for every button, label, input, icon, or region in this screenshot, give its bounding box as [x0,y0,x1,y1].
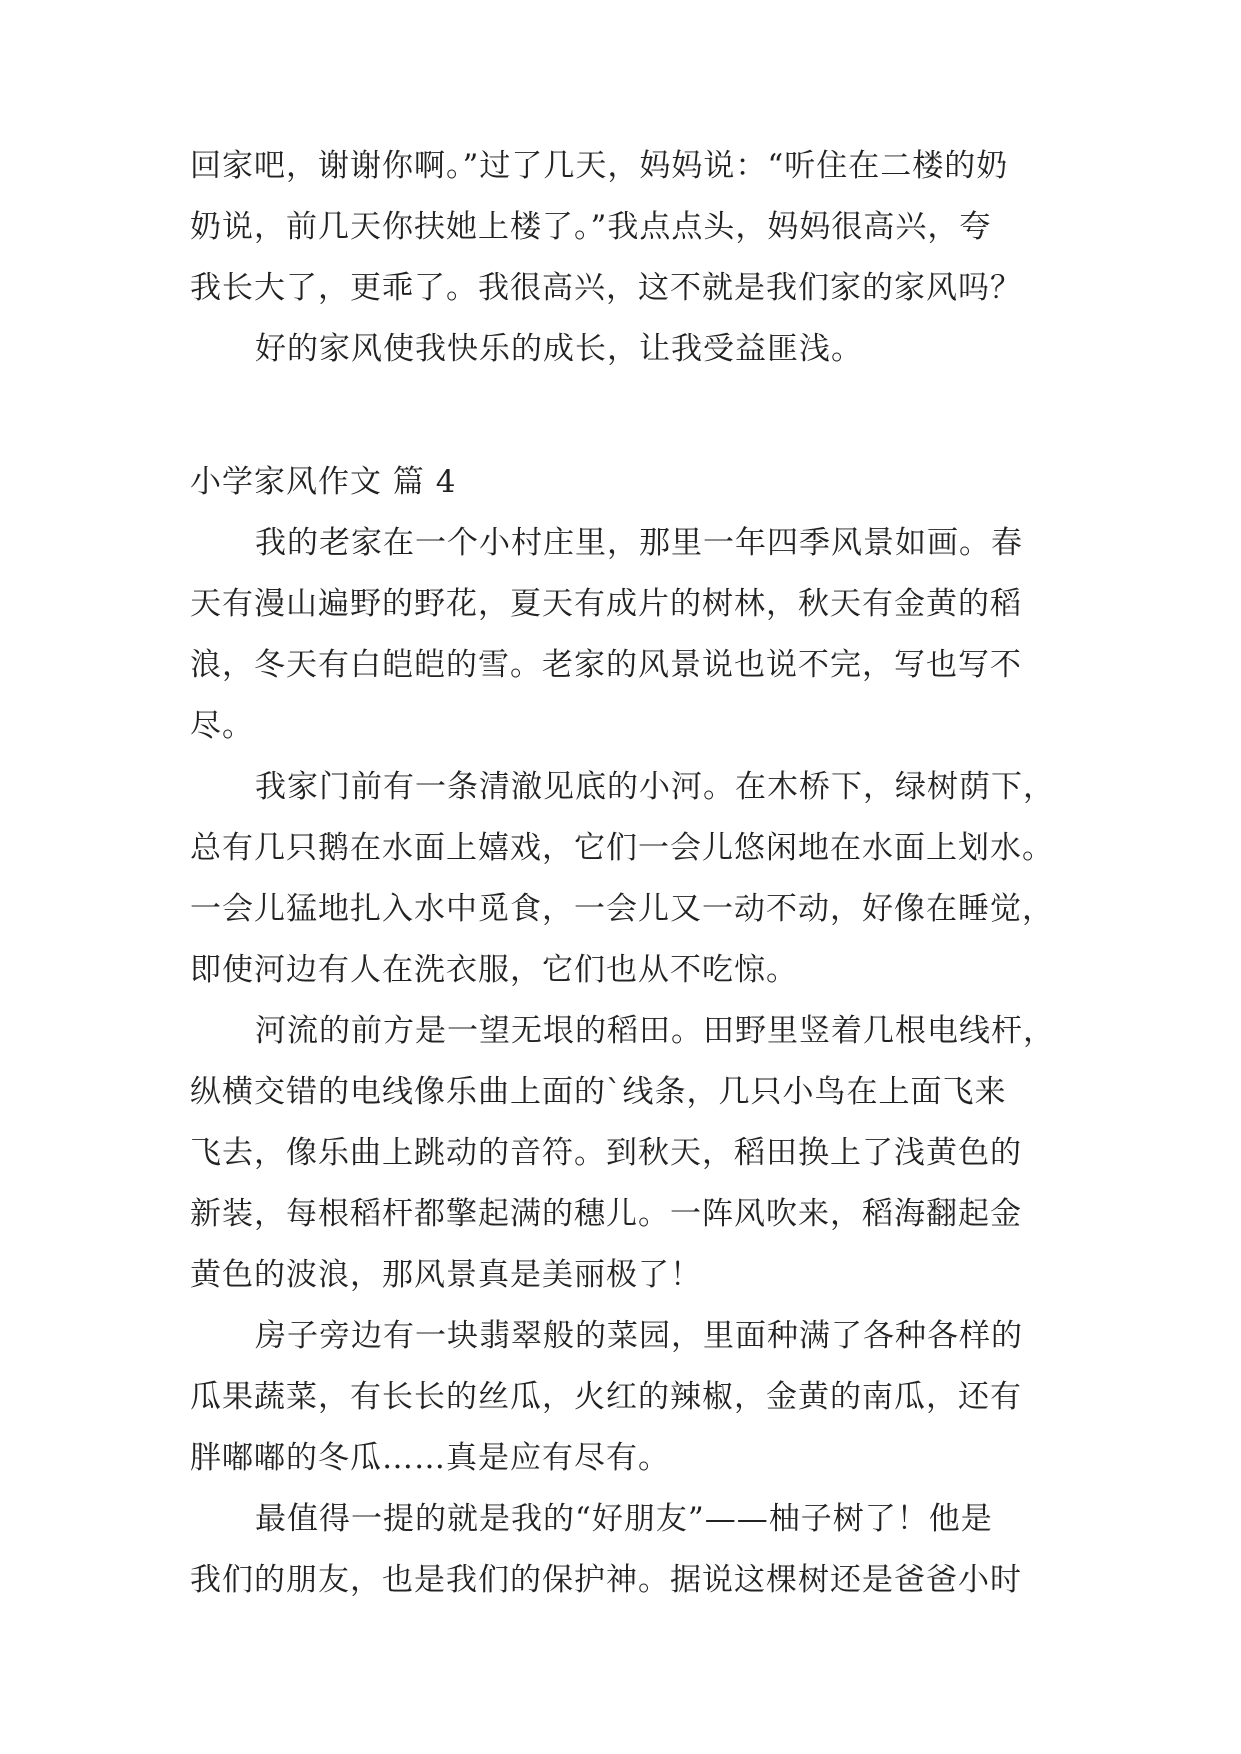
text-line: 河流的前方是一望无垠的稻田。田野里竖着几根电线杆， [255,1013,1055,1049]
text-line: 奶说，前几天你扶她上楼了。”我点点头，妈妈很高兴，夸 [190,209,992,245]
text-line: 飞去，像乐曲上跳动的音符。到秋天，稻田换上了浅黄色的 [190,1135,1022,1171]
text-line: 浪，冬天有白皑皑的雪。老家的风景说也说不完，写也写不 [190,647,1022,683]
text-line: 纵横交错的电线像乐曲上面的`线条，几只小鸟在上面飞来 [190,1074,1007,1110]
text-line: 总有几只鹅在水面上嬉戏，它们一会儿悠闲地在水面上划水。 [190,830,1054,866]
paragraph-3 [190,1001,1070,1306]
closing-line: 好的家风使我快乐的成长，让我受益匪浅。 [255,331,863,367]
paragraph-5 [190,1489,1070,1611]
text-line: 最值得一提的就是我的“好朋友”——柚子树了！他是 [255,1501,993,1537]
paragraph-4 [190,1306,1070,1489]
text-line: 天有漫山遍野的野花，夏天有成片的树林，秋天有金黄的稻 [190,586,1022,622]
paragraph-2 [190,757,1070,1001]
text-line: 黄色的波浪，那风景真是美丽极了！ [190,1257,702,1293]
text-line: 一会儿猛地扎入水中觅食，一会儿又一动不动，好像在睡觉， [190,891,1054,927]
text-line: 瓜果蔬菜，有长长的丝瓜，火红的辣椒，金黄的南瓜，还有 [190,1379,1022,1415]
text-line: 我们的朋友，也是我们的保护神。据说这棵树还是爸爸小时 [190,1562,1022,1598]
top-section [190,136,1070,380]
text-line: 即使河边有人在洗衣服，它们也从不吃惊。 [190,952,798,988]
section-heading: 小学家风作文 篇 4 [190,464,457,500]
text-line: 尽。 [190,708,254,744]
text-line: 我长大了，更乖了。我很高兴，这不就是我们家的家风吗？ [190,270,1022,306]
body-section [190,513,1070,1611]
text-line: 房子旁边有一块翡翠般的菜园，里面种满了各种各样的 [255,1318,1023,1354]
paragraph-1 [190,513,1070,757]
text-line: 回家吧，谢谢你啊。”过了几天，妈妈说：“听住在二楼的奶 [190,148,1009,184]
text-line: 我的老家在一个小村庄里，那里一年四季风景如画。春 [255,525,1023,561]
text-line: 胖嘟嘟的冬瓜……真是应有尽有。 [190,1440,670,1476]
text-line: 我家门前有一条清澈见底的小河。在木桥下，绿树荫下， [255,769,1055,805]
text-line: 新装，每根稻杆都擎起满的穗儿。一阵风吹来，稻海翻起金 [190,1196,1022,1232]
